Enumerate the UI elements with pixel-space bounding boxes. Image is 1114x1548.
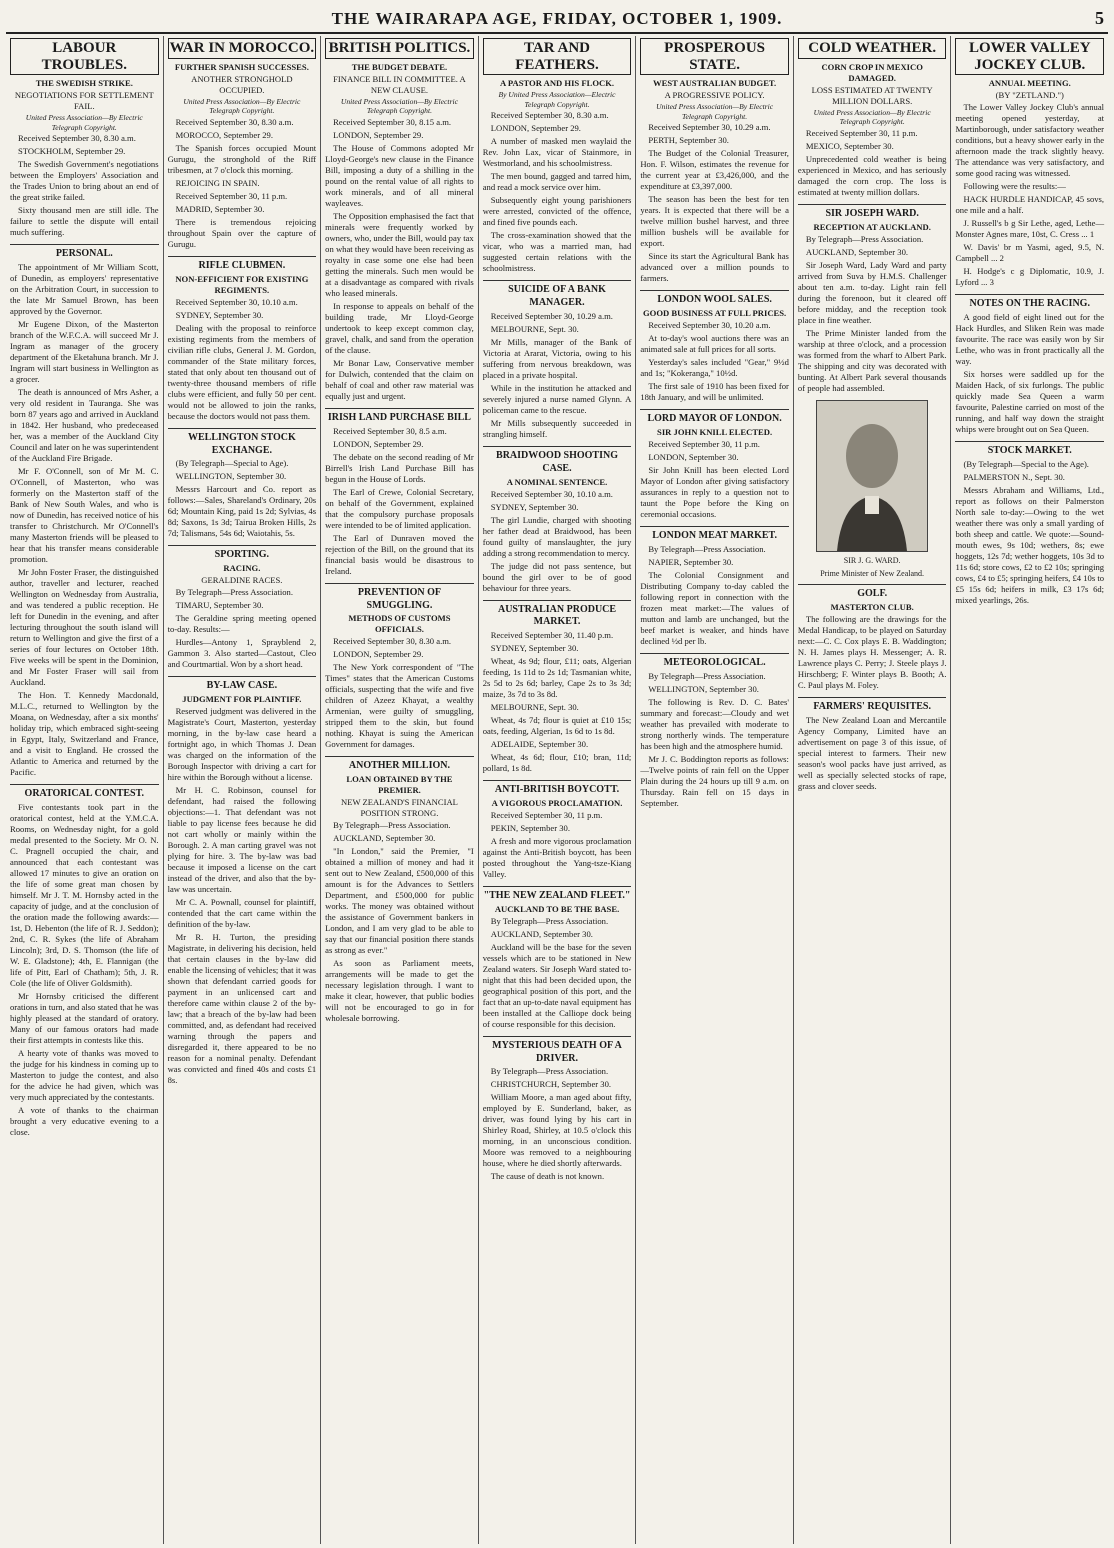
article xyxy=(168,676,317,1086)
article-paragraph: Received September 30, 8.30 a.m. xyxy=(175,116,294,127)
article-headline: RIFLE CLUBMEN. xyxy=(168,256,317,273)
article xyxy=(325,38,474,402)
article xyxy=(10,244,159,778)
article-paragraph: By Telegraph—Press Association. xyxy=(805,233,924,244)
article-paragraph: At to-day's wool auctions there was an animated sale at full prices for all sorts. xyxy=(640,333,789,355)
article-subheading: FINANCE BILL IN COMMITTEE. A NEW CLAUSE. xyxy=(333,73,466,95)
article-headline: BRITISH POLITICS. xyxy=(325,38,474,59)
article-paragraph: Mr C. A. Pownall, counsel for plaintiff, contended that the cart came within the definition of the by-law. xyxy=(167,896,317,929)
article xyxy=(168,428,317,540)
newspaper-title: THE WAIRARAPA AGE, FRIDAY, OCTOBER 1, 1909. xyxy=(331,9,783,28)
article-paragraph: Dealing with the proposal to reinforce existing regiments from the members of civilian rifle clubs, General J. M. Gordon, commander of the State military forces, stated that only about ten thousand out of twenty-three thousand members of rifle clubs were efficient, and fully 50 per cent. would not be allowed to join the ranks, because the doctors would not pass them. xyxy=(167,322,317,421)
column-5 xyxy=(636,36,794,1544)
article xyxy=(325,583,474,751)
article-subheading: NEGOTIATIONS FOR SETTLEMENT FAIL. xyxy=(14,90,154,111)
article-paragraph: Wheat, 4s 9d; flour, £11; oats, Algerian feeding, 1s 11d to 2s 1d; Tasmanian white, 2s 5d to 2s 6d; barley, Cape 2s to 3s 3d; maize, 3s 7d to 3s 8d. xyxy=(482,656,632,700)
article-subheading: A NOMINAL SENTENCE. xyxy=(506,476,608,487)
article-paragraph: Received September 30, 10.20 a.m. xyxy=(648,320,771,331)
article xyxy=(168,38,317,250)
article-headline: WELLINGTON STOCK EXCHANGE. xyxy=(168,428,317,458)
column-4 xyxy=(479,36,637,1544)
article-subheading: LOAN OBTAINED BY THE PREMIER. xyxy=(346,774,453,796)
article-subheading: A VIGOROUS PROCLAMATION. xyxy=(491,798,623,809)
article-paragraph: SYDNEY, September 30. xyxy=(490,643,579,654)
article-paragraph: The New York correspondent of "The Times" states that the American Customs officials, suspecting that the wife and five children of Azeez Khayat, a wealthy Armenian, were guilty of smuggling, stripped them to the skin, but found nothing. Khayat is suing the American Government for damages. xyxy=(325,662,474,750)
article-paragraph: Received September 30, 11 p.m. xyxy=(175,190,288,201)
article-headline: NOTES ON THE RACING. xyxy=(955,294,1104,311)
article xyxy=(483,280,632,440)
article-headline: LONDON MEAT MARKET. xyxy=(640,526,789,543)
article-headline: MYSTERIOUS DEATH OF A DRIVER. xyxy=(483,1036,632,1066)
article-paragraph: The Prime Minister landed from the warship at three o'clock, and a procession was formed from the wharf to Albert Park. The shipping and city was decorated with bunting. At Albert Park several thousands of people had assembled. xyxy=(797,327,947,393)
article-paragraph: REJOICING IN SPAIN. xyxy=(175,177,260,188)
article-paragraph: As soon as Parliament meets, arrangements will be made to get the necessary legislation through. I want to make it clear, however, that public bodies will not be encouraged to go in for wholesale borrowing. xyxy=(325,958,474,1024)
article-paragraph: "In London," said the Premier, "I obtained a million of money and had it sent out to New Zealand, £500,000 of this amount is for the Advances to Settlers Department, and £500,000 for public works. The money was obtained without the assistance of Government bankers in London, and I am very glad to be able to say that our financial position there stands as strong as ever." xyxy=(325,846,474,956)
article-headline: ANOTHER MILLION. xyxy=(325,756,474,773)
article-paragraph: WELLINGTON, September 30. xyxy=(175,471,287,482)
article-paragraph: Mr John Foster Fraser, the distinguished author, traveller and lecturer, reached Wellington on Wednesday from Australia, and was tendered a public reception. He left for Dunedin in the evening, and after lecturing throughout the south island will return to Wellington and give the first of a series of four lectures on October 18th. Five weeks will be spent in the Dominion, and Mr Foster Fraser will sail from Auckland. xyxy=(10,567,159,688)
article xyxy=(10,38,159,238)
article-paragraph: By Telegraph—Press Association. xyxy=(648,543,766,554)
article-subheading: FURTHER SPANISH SUCCESSES. xyxy=(174,61,309,72)
article-paragraph: Hurdles—Antony 1, Sprayblend 2, Gammon 3. Also started—Castout, Cleo and Courtmartial. Won by a short head. xyxy=(167,637,317,670)
article-credit: United Press Association—By Electric Telegraph Copyright. xyxy=(183,96,301,116)
article-credit: By United Press Association—Electric Telegraph Copyright. xyxy=(498,90,616,109)
portrait-sketch xyxy=(817,401,927,551)
article-subheading: NEW ZEALAND'S FINANCIAL POSITION STRONG. xyxy=(340,797,458,819)
article-headline: AUSTRALIAN PRODUCE MARKET. xyxy=(483,600,632,630)
article-paragraph: The debate on the second reading of Mr Birrell's Irish Land Purchase Bill has begun in the House of Lords. xyxy=(325,451,474,484)
article-paragraph: Messrs Harcourt and Co. report as follows:—Sales, Shareland's Ordinary, 20s 6d; Mountain King, paid 1s 2d; Sylvias, 4s 8d; Saxons, 1s 3d; Tairua Broken Hills, 2s 7d; Talismans, 54s 6d; Waiotahis, 5s. xyxy=(167,484,317,539)
article xyxy=(325,756,474,1024)
article xyxy=(483,780,632,880)
article-subheading: (BY "ZETLAND.") xyxy=(995,90,1064,100)
article-headline: LORD MAYOR OF LONDON. xyxy=(640,409,789,426)
article-paragraph: The men bound, gagged and tarred him, and read a mock service over him. xyxy=(482,171,632,193)
article xyxy=(798,584,947,691)
article-paragraph: Mr J. C. Boddington reports as follows:—Twelve points of rain fell on the Upper Plain during the 24 hours up till 9 a.m. on Thursday. Rain fell on 15 days in September. xyxy=(640,753,789,808)
column-2 xyxy=(164,36,322,1544)
article xyxy=(325,408,474,577)
article-headline: SPORTING. xyxy=(168,545,317,562)
article-paragraph: A hearty vote of thanks was moved to the judge for his kindness in coming up to Masterton to judge the contest, and also for the advice he had given, which was very much appreciated by the contestants. xyxy=(10,1048,159,1103)
article-subheading: CORN CROP IN MEXICO DAMAGED. xyxy=(821,61,923,83)
article-paragraph: The cross-examination showed that the vicar, who was a married man, had suggested certain relations with the schoolmistress. xyxy=(482,230,632,274)
page-number: 5 xyxy=(1095,8,1104,28)
article-paragraph: Received September 30, 11.40 p.m. xyxy=(490,630,614,641)
article-paragraph: Mr Eugene Dixon, of the Masterton branch of the W.F.C.A. will succeed Mr J. Ingram as manager of the grocery department of the Eketahuna branch. Mr J. Ingram will start business in Wellington as a grocer. xyxy=(10,319,159,385)
article-paragraph: AUCKLAND, September 30. xyxy=(333,833,436,844)
article-paragraph: The first sale of 1910 has been fixed for 18th January, and will be unlimited. xyxy=(640,381,789,403)
portrait-subcaption: Prime Minister of New Zealand. xyxy=(820,568,925,578)
article-paragraph: The Geraldine spring meeting opened to-day. Results:— xyxy=(167,613,317,635)
article-paragraph: The Spanish forces occupied Mount Gurugu, the stronghold of the Riff tribesmen, at 7 o'clock this morning. xyxy=(167,142,317,175)
article-paragraph: The season has been the best for ten years. It is expected that there will be a twelve million bushel harvest, and three million bushels will be available for export. xyxy=(640,194,789,249)
article-paragraph: Unprecedented cold weather is being experienced in Mexico, and has seriously damaged the corn crop. The loss is estimated at twenty million dollars. xyxy=(797,153,947,197)
article-paragraph: Mr H. C. Robinson, counsel for defendant, had raised the following objections:—1. That defendant was not liable to pay license fees because he did not cart wholly or mainly within the Borough. 2. A man carting gravel was not plying for hire. 3. The by-law was bad because it imposed a license on the cart instead of the driver, and also that the by-law was uncertain. xyxy=(167,784,317,894)
article xyxy=(640,38,789,284)
article-paragraph: A good field of eight lined out for the Hack Hurdles, and Sliken Rein was made favourite. The race was easily won by Sir Lethe, who was in front practically all the way. xyxy=(955,311,1105,366)
article xyxy=(955,294,1104,435)
article-paragraph: Mr Hornsby criticised the different orations in turn, and also stated that he was highly pleased at the standard of oratory. Many of our famous orators had made their first attempts in contests like this. xyxy=(10,991,159,1046)
article-paragraph: The following is Rev. D. C. Bates' summary and forecast:—Cloudy and wet weather has prevailed with moderate to strong northerly winds. The temperature has been high and the atmosphere humid. xyxy=(640,696,789,751)
article-paragraph: Six horses were saddled up for the Maiden Hack, of six furlongs. The public quickly made Sea Queen a warm favourite, Palestine carried on most of the running, and half way down the straight whips were brought out on Sea Queen. xyxy=(955,368,1105,434)
article-headline: BRAIDWOOD SHOOTING CASE. xyxy=(483,446,632,476)
article-paragraph: Mr Mills subsequently succeeded in strangling himself. xyxy=(482,418,632,440)
article xyxy=(10,784,159,1138)
article-paragraph: Five contestants took part in the oratorical contest, held at the Y.M.C.A. Rooms, on Wednesday night, for a gold medal presented to the Society. Mr O. N. C. Pragnell occupied the chair, and announced that each contestant was allowed 17 minutes to give an oration on the life of some great man chosen by himself. Mr J. T. M. Hornsby acted in the capacity of judge, and at the conclusion of the oration made the following awards:—1st, D. Hebenton (the life of R. J. Seddon); 2nd, C. R. Sykes (the life of Abraham Lincoln); 3rd, D. S. Thomson (the life of W. E. Gladstone); 4th, E. Flannigan (the life of Pitt, Earl of Chatham); 5th, J. R. Cole (the life of Oliver Goldsmith). xyxy=(10,802,159,989)
article-headline: LONDON WOOL SALES. xyxy=(640,290,789,307)
article xyxy=(168,545,317,670)
article-paragraph: Received September 30, 11 p.m. xyxy=(648,439,760,450)
portrait-image xyxy=(816,400,928,552)
article xyxy=(640,290,789,403)
article-paragraph: J. Russell's b g Sir Lethe, aged, Lethe—Monster Agnes mare, 10st, C. Cress ... 1 xyxy=(955,218,1105,239)
article-headline: WAR IN MOROCCO. xyxy=(168,38,317,59)
article-paragraph: LONDON, September 29. xyxy=(333,129,424,140)
article xyxy=(640,526,789,647)
article-subheading: THE BUDGET DEBATE. xyxy=(351,61,448,72)
article-subheading: METHODS OF CUSTOMS OFFICIALS. xyxy=(348,613,451,635)
article-subheading: THE SWEDISH STRIKE. xyxy=(35,78,133,88)
article-paragraph: Received September 30, 8.30 a.m. xyxy=(490,110,609,121)
article xyxy=(955,38,1104,288)
article-paragraph: Yesterday's sales included "Gear," 9½d and 1s; "Kokeranga," 10½d. xyxy=(640,357,789,379)
article-subheading: ANNUAL MEETING. xyxy=(988,78,1071,88)
article-paragraph: Received September 30, 8.15 a.m. xyxy=(333,116,452,127)
article xyxy=(483,600,632,775)
article-paragraph: Received September 30, 11 p.m. xyxy=(490,810,603,821)
article-headline: PROSPEROUS STATE. xyxy=(640,38,789,75)
article-paragraph: A fresh and more vigorous proclamation against the Anti-British boycott, has been posted throughout the Yang-tsze-Kiang Valley. xyxy=(482,836,632,880)
article-paragraph: The Budget of the Colonial Treasurer, Hon. F. Wilson, estimates the revenue for the current year at £3,426,000, and the expenditure at £3,397,000. xyxy=(640,148,789,192)
article-headline: GOLF. xyxy=(798,584,947,601)
article-credit: United Press Association—By Electric Telegraph Copyright. xyxy=(813,107,931,127)
masthead xyxy=(6,6,1108,34)
article-paragraph: NAPIER, September 30. xyxy=(648,556,734,567)
column-3 xyxy=(321,36,479,1544)
article-paragraph: Sir Joseph Ward, Lady Ward and party arrived from Suva by H.M.S. Challenger about ten a.m. to-day. Light rain fell during the forenoon, but it cleared off before midday, and the reception took place in fine weather. xyxy=(797,259,947,325)
article-paragraph: Received September 30, 8.5 a.m. xyxy=(333,425,447,436)
article xyxy=(955,441,1104,606)
article-subheading: RECEPTION AT AUCKLAND. xyxy=(813,221,931,232)
article-subheading: WEST AUSTRALIAN BUDGET. xyxy=(653,78,777,88)
article-paragraph: MADRID, September 30. xyxy=(175,203,265,214)
article-paragraph: The appointment of Mr William Scott, of Dunedin, as employers' representative on the Arbitration Court, in succession to the late Mr Samuel Brown, has been approved by the Governor. xyxy=(10,262,159,317)
article-paragraph: Received September 30, 10.10 a.m. xyxy=(175,296,298,307)
article-paragraph: PERTH, September 30. xyxy=(648,135,729,146)
article-headline: BY-LAW CASE. xyxy=(168,676,317,693)
article xyxy=(483,38,632,274)
article-paragraph: Received September 30, 8.30 a.m. xyxy=(333,636,452,647)
article xyxy=(483,446,632,594)
article-paragraph: The Hon. T. Kennedy Macdonald, M.L.C., returned to Wellington by the Moana, on Wednesday, after a six months' holiday trip, which embraced sight-seeing in Egypt, Italy, Switzerland and France, and a visit to England. He crossed the Atlantic to America and returned by the Pacific. xyxy=(10,690,159,778)
column-7 xyxy=(951,36,1108,1544)
article-paragraph: Received September 30, 11 p.m. xyxy=(805,127,918,138)
article-paragraph: (By Telegraph—Special to Age). xyxy=(175,458,289,469)
article-paragraph: By Telegraph—Press Association. xyxy=(333,820,451,831)
article-paragraph: Received September 30, 8.30 a.m. xyxy=(18,133,136,144)
article-paragraph: Messrs Abraham and Williams, Ltd., report as follows on their Palmerston North sale to-day:—Owing to the wet weather there was only a small yarding of both sheep and cattle. We quote:—Sound-mouth ewes, 9s 10d; wethers, 8s; ewe hoggets, 12s 7d; wether hoggets, 10s 3d to 11s 6d; store cows, £2 to £2 10s; springing cows, £4 to £5; springing heifers, £4 10s to £5 15s 6d; heifers in milk, £3 17s 6d; mixed yearlings, 26s. xyxy=(955,484,1105,605)
article-paragraph: AUCKLAND, September 30. xyxy=(490,928,593,939)
article-subheading: NON-EFFICIENT FOR EXISTING REGIMENTS. xyxy=(175,273,309,295)
article-credit: United Press Association—By Electric Telegraph Copyright. xyxy=(25,113,143,132)
article-headline: ANTI-BRITISH BOYCOTT. xyxy=(483,780,632,797)
article-paragraph: AUCKLAND, September 30. xyxy=(805,246,909,257)
article-paragraph: H. Hodge's c g Diplomatic, 10.9, J. Lyford ... 3 xyxy=(955,266,1105,287)
article-headline: IRISH LAND PURCHASE BILL xyxy=(325,408,474,425)
article xyxy=(640,409,789,520)
article-paragraph: SYDNEY, September 30. xyxy=(490,501,579,512)
article-subheading: SIR JOHN KNILL ELECTED. xyxy=(657,427,773,438)
article-headline: PREVENTION OF SMUGGLING. xyxy=(325,583,474,613)
article-paragraph: Mr Bonar Law, Conservative member for Dulwich, contended that the claim on behalf of coal and other raw material was equally just and urgent. xyxy=(325,357,474,401)
article-subheading: LOSS ESTIMATED AT TWENTY MILLION DOLLARS. xyxy=(811,84,933,106)
article-paragraph: Wheat, 4s 6d; flour, £10; bran, 11d; pollard, 1s 8d. xyxy=(482,752,632,774)
article-headline: SUICIDE OF A BANK MANAGER. xyxy=(483,280,632,310)
article-paragraph: The House of Commons adopted Mr Lloyd-George's new clause in the Finance Bill, imposing a duty of a shilling in the pound on the rental value of all rights to work minerals, and of all mineral wayleaves. xyxy=(325,142,474,208)
article-paragraph: Sixty thousand men are still idle. The failure to settle the dispute will entail much suffering. xyxy=(10,205,159,238)
article-headline: "THE NEW ZEALAND FLEET." xyxy=(483,886,632,903)
article-subheading: GOOD BUSINESS AT FULL PRICES. xyxy=(643,308,787,319)
article-headline: LOWER VALLEY JOCKEY CLUB. xyxy=(955,38,1104,75)
article-paragraph: By Telegraph—Press Association. xyxy=(648,670,766,681)
article-paragraph: W. Davis' br m Yasmi, aged, 9.5, N. Campbell ... 2 xyxy=(955,242,1105,263)
article-paragraph: The cause of death is not known. xyxy=(490,1171,605,1182)
article-paragraph: The judge did not pass sentence, but bound the girl over to be of good behaviour for three years. xyxy=(482,560,632,593)
article-headline: PERSONAL. xyxy=(10,244,159,261)
article-paragraph: By Telegraph—Press Association. xyxy=(175,587,293,598)
article-paragraph: The Opposition emphasised the fact that minerals were frequently worked by owners, who, under the Bill, would pay tax on what they would have been receiving as royalty in case some one else had been getting the minerals. Such men would be at a disadvantage as compared with rivals who leased minerals. xyxy=(325,210,474,298)
article-headline: COLD WEATHER. xyxy=(798,38,947,59)
portrait-caption: SIR J. G. WARD. xyxy=(843,555,901,565)
article-paragraph: Subsequently eight young parishioners were arrested, convicted of the offence, and fined five pounds each. xyxy=(482,195,632,228)
article-paragraph: In response to appeals on behalf of the building trade, Mr Lloyd-George undertook to keep except common clay, gravel, chalk, and sand from the operation of the clause. xyxy=(325,300,474,355)
article xyxy=(798,204,947,394)
article-paragraph: LONDON, September 30. xyxy=(648,452,739,463)
article-paragraph: HACK HURDLE HANDICAP, 45 sovs, one mile and a half. xyxy=(955,194,1105,215)
article-paragraph: By Telegraph—Press Association. xyxy=(490,915,609,926)
article xyxy=(798,38,947,198)
article-paragraph: MELBOURNE, Sept. 30. xyxy=(490,324,579,335)
newspaper-columns xyxy=(6,36,1108,1544)
article-paragraph: The Swedish Government's negotiations between the Employers' Association and the Trades Union to bring about an end of the great strike failed. xyxy=(10,159,159,203)
article xyxy=(798,697,947,792)
article-headline: ORATORICAL CONTEST. xyxy=(10,784,159,801)
article-paragraph: By Telegraph—Press Association. xyxy=(490,1066,609,1077)
article-paragraph: Wheat, 4s 7d; flour is quiet at £10 15s; oats, feeding, Algerian, 1s 6d to 1s 8d. xyxy=(482,715,632,737)
article-paragraph: Mr R. H. Turton, the presiding Magistrate, in delivering his decision, held that certain clauses in the by-law did enable the licensing of vehicles; that it was shown that defendant carried goods for payment in an unlicensed cart and therefore came within clause 2 of the by-law; that a breach of the by-law had been committed, and, as defendant had received warning through the papers and disregarded it, there appeared to be no reason for a nominal penalty. Defendant was convicted and fined 40s and costs £1 8s. xyxy=(167,931,317,1085)
article-paragraph: Following were the results:— xyxy=(963,181,1066,191)
article-subheading: JUDGMENT FOR PLAINTIFF. xyxy=(182,693,302,704)
article-headline: METEOROLOGICAL. xyxy=(640,653,789,670)
article-paragraph: The Lower Valley Jockey Club's annual meeting opened yesterday, at Martinborough, under satisfactory weather conditions, but a heavy shower early in the afternoon made the track slightly heavy. The attendance was very satisfactory, and some good racing was witnessed. xyxy=(955,102,1105,178)
article-subheading: MASTERTON CLUB. xyxy=(830,602,914,612)
article-paragraph: MEXICO, September 30. xyxy=(805,140,894,151)
article-headline: SIR JOSEPH WARD. xyxy=(798,204,947,221)
article-headline: STOCK MARKET. xyxy=(955,441,1104,458)
article-paragraph: Sir John Knill has been elected Lord Mayor of London after giving satisfactory assurances in reply to a question not to taunt the Pope before the King on ceremonial occasions. xyxy=(640,465,789,520)
article-paragraph: Received September 30, 10.29 a.m. xyxy=(490,311,613,322)
article-paragraph: William Moore, a man aged about fifty, employed by E. Sunderland, baker, as driver, was found lying by his cart in Shirley Road, Shirley, at 10.5 o'clock this morning, in an unconscious condition. Moore was removed to a neighbouring house, where he died shortly afterwards. xyxy=(482,1092,632,1169)
article xyxy=(168,256,317,422)
article-paragraph: MELBOURNE, Sept. 30. xyxy=(490,702,579,713)
article-paragraph: The following are the drawings for the Medal Handicap, to be played on Saturday next:—C. C. Cox plays E. B. Waddington; N. H. James plays H. Messenger; A. R. Lawrence plays C. Perry; J. Steele plays J. Hirschberg; F. Winter plays B. Booth; A. C. Paul plays M. Foley. xyxy=(797,614,947,690)
article-paragraph: The Earl of Dunraven moved the rejection of the Bill, on the ground that its financial basis would be disastrous to Ireland. xyxy=(325,532,474,576)
article-paragraph: WELLINGTON, September 30. xyxy=(648,683,759,694)
article-subheading: GERALDINE RACES. xyxy=(201,575,283,586)
article-paragraph: ADELAIDE, September 30. xyxy=(490,739,589,750)
article-subheading: AUCKLAND TO BE THE BASE. xyxy=(494,903,620,914)
article-credit: United Press Association—By Electric Telegraph Copyright. xyxy=(656,102,774,121)
article-paragraph: MOROCCO, September 29. xyxy=(175,129,273,140)
article-paragraph: While in the institution he attacked and severely injured a nurse named Glynn. A policeman came to the rescue. xyxy=(482,383,632,416)
article-paragraph: PALMERSTON N., Sept. 30. xyxy=(963,471,1065,482)
article-headline: TAR AND FEATHERS. xyxy=(483,38,632,75)
article-paragraph: There is tremendous rejoicing throughout Spain over the capture of Gurugu. xyxy=(167,216,317,249)
article-paragraph: LONDON, September 29. xyxy=(333,649,424,660)
article-paragraph: The death is announced of Mrs Asher, a very old resident in Tauranga. She was born 87 years ago and arrived in Auckland in 1842. Her husband, who predeceased her, was a member of the Auckland City Council and later on he was superintendent of the Auckland Fire Brigade. xyxy=(10,387,159,464)
article-subheading: RACING. xyxy=(223,563,261,574)
article-paragraph: STOCKHOLM, September 29. xyxy=(18,146,126,157)
article-paragraph: LONDON, September 29. xyxy=(490,123,581,134)
article-paragraph: TIMARU, September 30. xyxy=(175,600,264,611)
article-paragraph: Mr Mills, manager of the Bank of Victoria at Ararat, Victoria, owing to his suffering from nervous breakdown, was placed in a private hospital. xyxy=(482,337,632,381)
article-paragraph: CHRISTCHURCH, September 30. xyxy=(490,1079,612,1090)
article xyxy=(640,653,789,809)
article-paragraph: Auckland will be the base for the seven vessels which are to be stationed in New Zealand waters. Sir Joseph Ward stated to-night that this had been decided upon, the geographical position of this port, and the fact that an up-to-date naval equipment has been installed at the Calliope dock being of course responsible for this decision. xyxy=(482,941,632,1029)
column-1 xyxy=(6,36,164,1544)
article-subheading: A PROGRESSIVE POLICY. xyxy=(664,90,765,100)
article-subheading: ANOTHER STRONGHOLD OCCUPIED. xyxy=(191,73,293,95)
article-headline: LABOUR TROUBLES. xyxy=(10,38,159,75)
article-paragraph: (By Telegraph—Special to the Age). xyxy=(963,458,1089,469)
article-paragraph: The New Zealand Loan and Mercantile Agency Company, Limited have an advertisement on page 3 of this issue, of special interest to farmers. Their new season's wool packs have just arrived, as well as specially selected stocks of rape, grass and clover seeds. xyxy=(797,714,947,791)
article-paragraph: The girl Lundie, charged with shooting her father dead at Braidwood, has been found guilty of manslaughter, the jury adding a strong recommendation to mercy. xyxy=(482,514,632,558)
article-paragraph: PEKIN, September 30. xyxy=(490,823,570,834)
article-headline: FARMERS' REQUISITES. xyxy=(798,697,947,714)
article-paragraph: A number of masked men waylaid the Rev. John Lax, vicar of Stainmore, in Westmorland, and his schoolmistress. xyxy=(482,136,632,169)
article-paragraph: A vote of thanks to the chairman brought a very educative evening to a close. xyxy=(10,1105,159,1138)
article xyxy=(483,1036,632,1183)
article-paragraph: SYDNEY, September 30. xyxy=(175,309,264,320)
article-subheading: A PASTOR AND HIS FLOCK. xyxy=(500,78,615,88)
article xyxy=(483,886,632,1030)
article-paragraph: Since its start the Agricultural Bank has advanced over a million pounds to farmers. xyxy=(640,251,789,284)
article-paragraph: Received September 30, 10.29 a.m. xyxy=(648,122,771,133)
article-credit: United Press Association—By Electric Telegraph Copyright. xyxy=(340,96,458,116)
article-paragraph: The Colonial Consignment and Distributing Company to-day cabled the following report in connection with the frozen meat market:—The values of mutton and lamb are unchanged, but the beef market is weaker, and hinds have declined ½d per lb. xyxy=(640,569,789,646)
article-paragraph: The Earl of Crewe, Colonial Secretary, on behalf of the Government, explained that the compulsory purchase proposals were intended to be of limited application. xyxy=(325,486,474,530)
article-paragraph: Reserved judgment was delivered in the Magistrate's Court, Masterton, yesterday morning, in the by-law case heard a fortnight ago, in which Thomas J. Dean was charged on the information of the Borough Inspector with driving a cart for hire within the Borough without a license. xyxy=(167,705,317,782)
article-paragraph: LONDON, September 29. xyxy=(333,438,424,449)
article-paragraph: Received September 30, 10.10 a.m. xyxy=(490,488,613,499)
article-paragraph: Mr F. O'Connell, son of Mr M. C. O'Connell, of Masterton, who was formerly on the Masterton staff of the Bank of New South Wales, and who is now of Dunedin, has received notice of his transfer to Christchurch. Mr O'Connell's many Masterton friends will be pleased to hear that his transfer means considerable promotion. xyxy=(10,466,159,565)
column-6 xyxy=(794,36,952,1544)
